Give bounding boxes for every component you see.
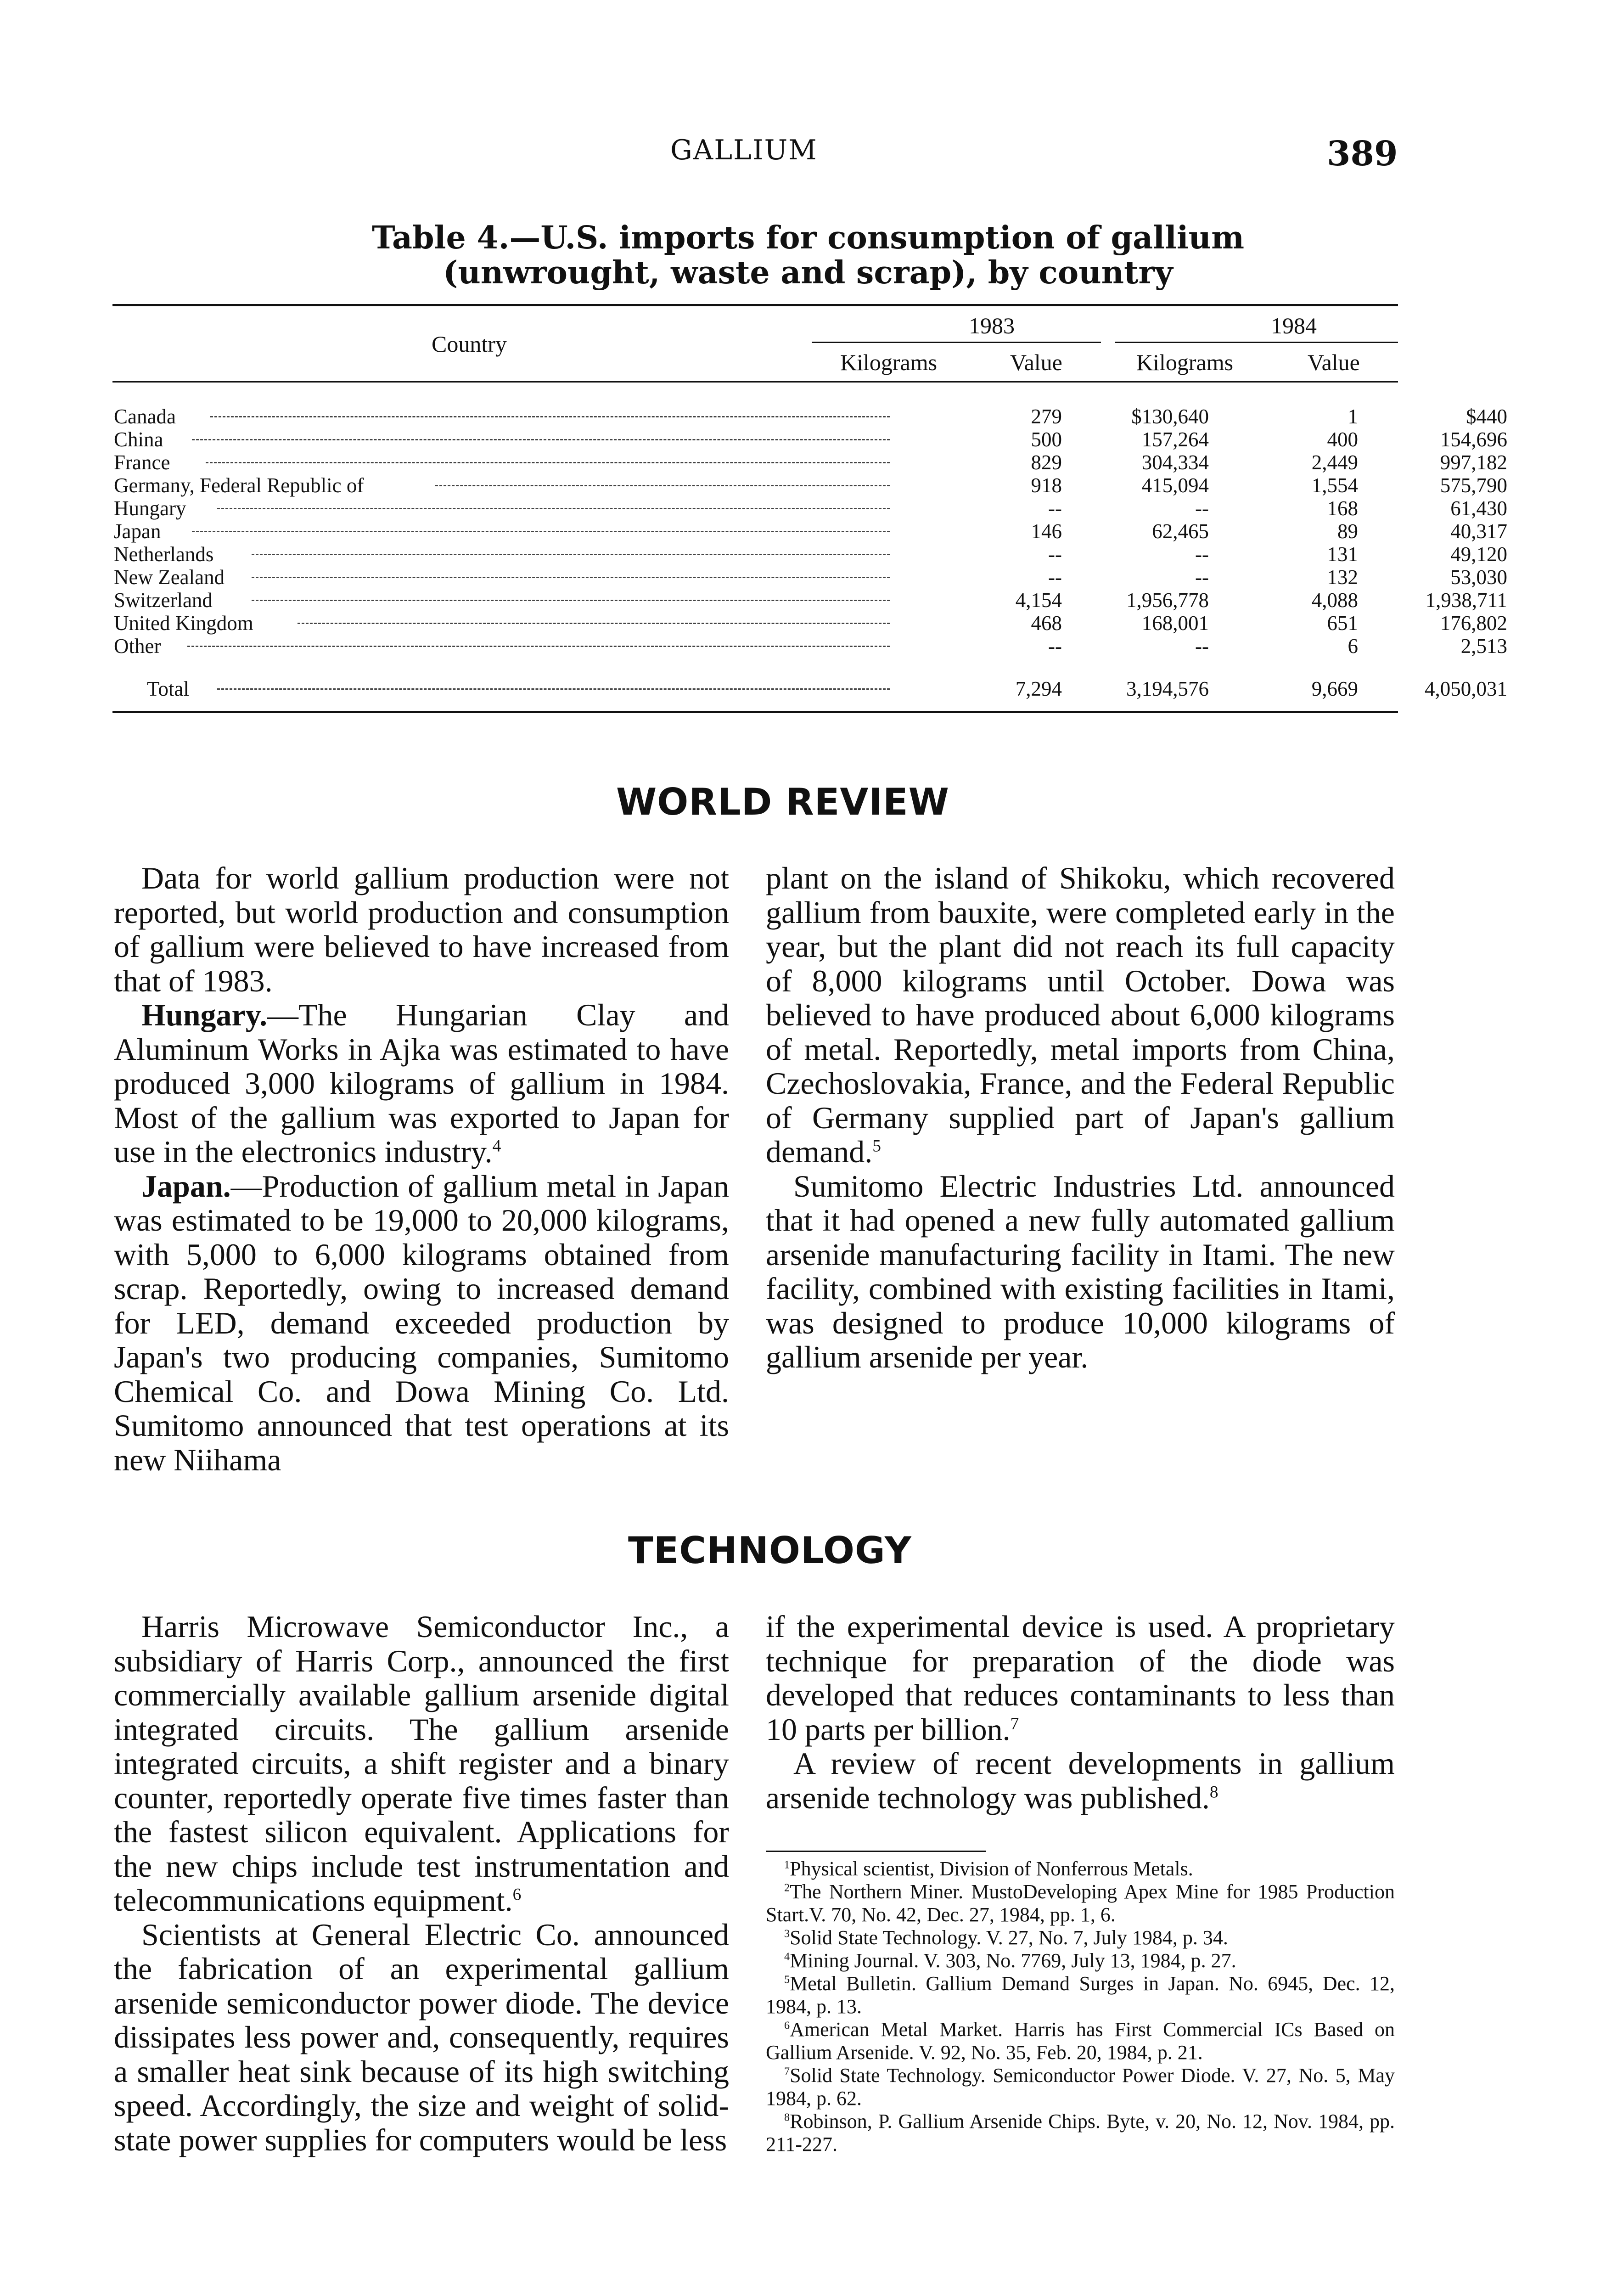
country-cell: New Zealand	[114, 566, 225, 589]
table-header-rule	[112, 381, 1398, 383]
table-row	[114, 428, 1507, 451]
footnote-number: 8	[784, 2111, 790, 2124]
kg-1984-cell: 168	[1327, 497, 1358, 520]
review-text: A review of recent developments in gallium arsenide technology was published.	[766, 1746, 1395, 1815]
footnote-number: 3	[784, 1927, 790, 1940]
kg-1983-cell: --	[1048, 497, 1062, 520]
leader-dots	[217, 508, 890, 509]
footnote-ref: 5	[872, 1137, 881, 1156]
leader-dots	[217, 688, 890, 690]
country-cell: France	[114, 451, 170, 474]
leader-dots	[192, 439, 890, 440]
kg-1984-cell: 1	[1348, 405, 1358, 428]
technology-paragraph-ge: Scientists at General Electric Co. announced the fabrication of an experimental gallium arsenide semiconductor power diode. The device dissipates less power and, consequently, requires a smaller heat sink because of its high switching speed. Accordingly, the size and weight of solid-state power supplies for computers would be less	[114, 1917, 729, 2157]
footnote-ref: 7	[1010, 1714, 1019, 1733]
page-number: 389	[1327, 134, 1398, 174]
value-1984-cell: 997,182	[1440, 451, 1507, 474]
table-row	[114, 635, 1507, 658]
country-cell: Canada	[114, 405, 176, 428]
footnote-number: 4	[784, 1950, 790, 1963]
world-review-column-right	[766, 861, 1395, 1374]
footnote-text: American Metal Market. Harris has First Commercial ICs Based on Gallium Arsenide. V. 92, No. 35, Feb. 20, 1984, p. 21.	[766, 2018, 1395, 2064]
table-row	[114, 520, 1507, 543]
footnote-text: Solid State Technology. V. 27, No. 7, July 1984, p. 34.	[790, 1926, 1228, 1949]
value-1984-cell: 575,790	[1440, 474, 1507, 497]
total-kg-1984: 9,669	[1311, 677, 1358, 700]
kg-1984-cell: 6	[1348, 635, 1358, 658]
year-1984-rule	[1115, 342, 1398, 343]
technology-heading: TECHNOLOGY	[628, 1529, 912, 1572]
total-label: Total	[147, 677, 189, 700]
table-row	[114, 612, 1507, 635]
kg-1984-cell: 1,554	[1311, 474, 1358, 497]
footnote	[766, 2018, 1395, 2064]
value-1984-cell: $440	[1466, 405, 1507, 428]
table-row	[114, 589, 1507, 612]
footnote-number: 1	[784, 1858, 790, 1871]
value-1984-cell: 176,802	[1440, 612, 1507, 635]
value-1983-cell: 304,334	[1141, 451, 1209, 474]
column-header-value-1984: Value	[1308, 349, 1360, 375]
table-title-line2: (unwrought, waste and scrap), by country	[443, 254, 1173, 291]
leader-dots	[298, 623, 890, 624]
country-cell: Switzerland	[114, 589, 213, 612]
kg-1983-cell: 829	[1031, 451, 1062, 474]
footnote	[766, 1880, 1395, 1926]
total-value-1984: 4,050,031	[1425, 677, 1507, 700]
footnote-ref: 6	[512, 1885, 522, 1904]
footnote	[766, 2110, 1395, 2156]
footnote-number: 5	[784, 1973, 790, 1986]
value-1983-cell: --	[1195, 566, 1209, 589]
value-1983-cell: 1,956,778	[1126, 589, 1209, 612]
footnote-rule	[766, 1851, 986, 1852]
table-row	[114, 543, 1507, 566]
hungary-lead: Hungary.	[141, 997, 267, 1032]
kg-1983-cell: --	[1048, 543, 1062, 566]
country-cell: China	[114, 428, 163, 451]
leader-dots	[192, 531, 890, 532]
table-total-row	[114, 677, 1507, 700]
country-cell: Netherlands	[114, 543, 214, 566]
footnote-ref: 4	[492, 1137, 501, 1156]
footnote-text: Metal Bulletin. Gallium Demand Surges in Japan. No. 6945, Dec. 12, 1984, p. 13.	[766, 1972, 1395, 2018]
kg-1984-cell: 2,449	[1311, 451, 1358, 474]
leader-dots	[206, 462, 890, 463]
japan-lead: Japan.	[141, 1168, 231, 1204]
kg-1983-cell: 468	[1031, 612, 1062, 635]
kg-1983-cell: 279	[1031, 405, 1062, 428]
footnote	[766, 1949, 1395, 1972]
footnote-text: Robinson, P. Gallium Arsenide Chips. Byte, v. 20, No. 12, Nov. 1984, pp. 211-227.	[766, 2110, 1395, 2155]
kg-1984-cell: 400	[1327, 428, 1358, 451]
footnote-number: 7	[784, 2065, 790, 2078]
ge-text-continued: if the experimental device is used. A proprietary technique for preparation of the diode was developed that reduces contaminants to less than 10 parts per billion.	[766, 1609, 1395, 1747]
value-1983-cell: $130,640	[1131, 405, 1209, 428]
world-review-column-left	[114, 861, 729, 1477]
japan-text-continued: plant on the island of Shikoku, which recovered gallium from bauxite, were completed early in the year, but the plant did not reach its full capacity of 8,000 kilograms until October. Dowa was believed to have produced about 6,000 kilograms of metal. Reportedly, metal imports from China, Czechoslovakia, France, and the Federal Republic of Germany supplied part of Japan's gallium demand.	[766, 861, 1395, 1169]
leader-dots	[187, 646, 890, 647]
table-row	[114, 566, 1507, 589]
country-cell: United Kingdom	[114, 612, 253, 635]
value-1983-cell: 168,001	[1141, 612, 1209, 635]
footnote-text: Physical scientist, Division of Nonferrous Metals.	[790, 1857, 1193, 1880]
technology-paragraph-harris	[114, 1609, 729, 1918]
value-1983-cell: 157,264	[1141, 428, 1209, 451]
hungary-text: —The Hungarian Clay and Aluminum Works in Ajka was estimated to have produced 3,000 kilograms of gallium in 1984. Most of the gallium was exported to Japan for use in the electronics industry.	[114, 997, 729, 1169]
world-review-paragraph-sumitomo: Sumitomo Electric Industries Ltd. announced that it had opened a new fully automated gallium arsenide manufacturing facility in Itami. The new facility, combined with existing facilities in Itami, was designed to produce 10,000 kilograms of gallium arsenide per year.	[766, 1168, 1395, 1374]
leader-dots	[252, 554, 890, 555]
footnote	[766, 1857, 1395, 1880]
technology-paragraph-continued	[766, 1609, 1395, 1746]
kg-1984-cell: 132	[1327, 566, 1358, 589]
leader-dots	[435, 485, 890, 486]
value-1984-cell: 53,030	[1450, 566, 1507, 589]
technology-column-left	[114, 1609, 729, 2157]
harris-text: Harris Microwave Semiconductor Inc., a subsidiary of Harris Corp., announced the first commercially available gallium arsenide digital integrated circuits. The gallium arsenide integrated circuits, a shift register and a binary counter, reportedly operate five times faster than the fastest silicon equivalent. Applications for the new chips include test instrumentation and telecommunications equipment.	[114, 1609, 729, 1918]
kg-1983-cell: 500	[1031, 428, 1062, 451]
value-1984-cell: 1,938,711	[1425, 589, 1507, 612]
technology-paragraph-review	[766, 1746, 1395, 1815]
value-1984-cell: 2,513	[1460, 635, 1507, 658]
table-top-rule	[112, 304, 1398, 306]
value-1984-cell: 49,120	[1450, 543, 1507, 566]
world-review-heading: WORLD REVIEW	[616, 781, 949, 823]
kg-1984-cell: 4,088	[1311, 589, 1358, 612]
country-cell: Germany, Federal Republic of	[114, 474, 364, 497]
year-1983-rule	[812, 342, 1101, 343]
japan-text: —Production of gallium metal in Japan was estimated to be 19,000 to 20,000 kilograms, with 5,000 to 6,000 kilograms obtained from scrap. Reportedly, owing to increased demand for LED, demand exceeded production by Japan's two producing companies, Sumitomo Chemical Co. and Dowa Mining Co. Ltd. Sumitomo announced that test operations at its new Niihama	[114, 1168, 729, 1477]
value-1983-cell: 415,094	[1141, 474, 1209, 497]
kg-1984-cell: 131	[1327, 543, 1358, 566]
value-1984-cell: 61,430	[1450, 497, 1507, 520]
table-row	[114, 497, 1507, 520]
footnote-text: Mining Journal. V. 303, No. 7769, July 13, 1984, p. 27.	[790, 1949, 1236, 1972]
column-header-value-1983: Value	[1010, 349, 1062, 375]
footnote	[766, 2064, 1395, 2110]
leader-dots	[210, 416, 890, 417]
kg-1983-cell: 4,154	[1015, 589, 1062, 612]
table-row	[114, 451, 1507, 474]
world-review-paragraph-hungary	[114, 998, 729, 1169]
country-cell: Hungary	[114, 497, 186, 520]
footnote	[766, 1972, 1395, 2018]
total-value-1983: 3,194,576	[1126, 677, 1209, 700]
column-header-kg-1983: Kilograms	[840, 349, 938, 375]
kg-1984-cell: 651	[1327, 612, 1358, 635]
value-1984-cell: 154,696	[1440, 428, 1507, 451]
table-title-line1: Table 4.—U.S. imports for consumption of gallium	[371, 219, 1245, 256]
leader-dots	[252, 600, 890, 601]
kg-1983-cell: --	[1048, 635, 1062, 658]
footnotes	[766, 1857, 1395, 2156]
footnote-text: Solid State Technology. Semiconductor Power Diode. V. 27, No. 5, May 1984, p. 62.	[766, 2064, 1395, 2110]
leader-dots	[252, 577, 890, 578]
value-1983-cell: --	[1195, 635, 1209, 658]
table-bottom-rule	[112, 711, 1398, 713]
value-1983-cell: --	[1195, 543, 1209, 566]
value-1984-cell: 40,317	[1450, 520, 1507, 543]
country-cell: Japan	[114, 520, 161, 543]
world-review-paragraph: Data for world gallium production were not reported, but world production and consumption of gallium were believed to have increased from that of 1983.	[114, 861, 729, 998]
footnote-ref: 8	[1209, 1782, 1218, 1801]
value-1983-cell: --	[1195, 497, 1209, 520]
column-header-1983: 1983	[969, 313, 1015, 338]
total-kg-1983: 7,294	[1015, 677, 1062, 700]
kg-1983-cell: 918	[1031, 474, 1062, 497]
kg-1983-cell: 146	[1031, 520, 1062, 543]
value-1983-cell: 62,465	[1152, 520, 1209, 543]
column-header-1984: 1984	[1271, 313, 1317, 338]
running-title: GALLIUM	[670, 134, 818, 166]
table-row	[114, 474, 1507, 497]
technology-column-right	[766, 1609, 1395, 1815]
footnote-number: 2	[784, 1881, 790, 1894]
footnote	[766, 1926, 1395, 1949]
country-cell: Other	[114, 635, 161, 658]
world-review-paragraph-continued	[766, 861, 1395, 1169]
column-header-kg-1984: Kilograms	[1136, 349, 1234, 375]
world-review-paragraph-japan	[114, 1169, 729, 1477]
column-header-country: Country	[432, 331, 507, 357]
kg-1983-cell: --	[1048, 566, 1062, 589]
kg-1984-cell: 89	[1337, 520, 1358, 543]
footnote-text: The Northern Miner. MustoDeveloping Apex Mine for 1985 Production Start.V. 70, No. 42, Dec. 27, 1984, pp. 1, 6.	[766, 1880, 1395, 1926]
footnote-number: 6	[784, 2019, 790, 2032]
table-row	[114, 405, 1507, 428]
